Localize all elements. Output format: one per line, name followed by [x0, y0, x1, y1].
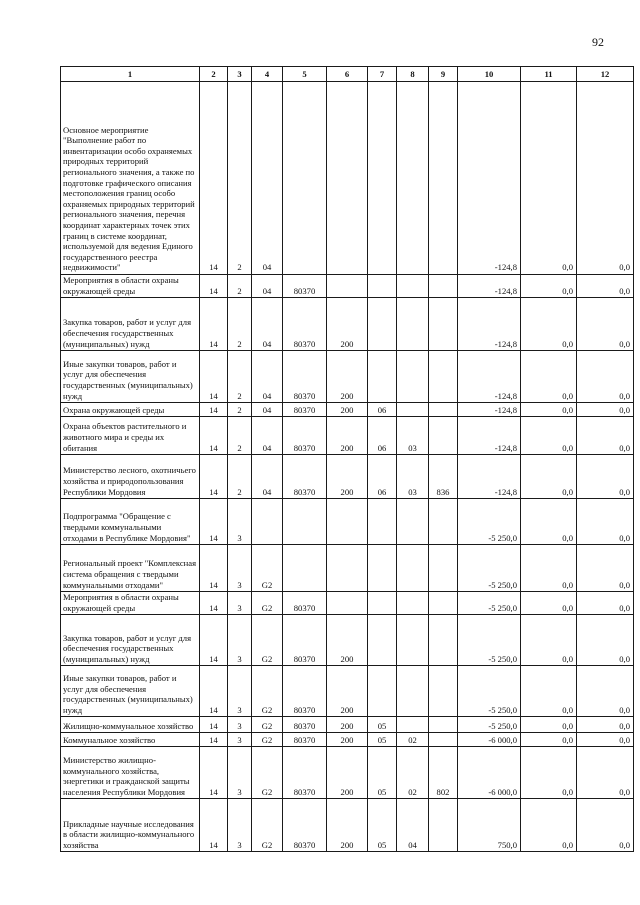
cell-amount-change: -124,8	[458, 403, 521, 417]
cell-subprogram: 3	[228, 747, 252, 799]
cell-expense-type: 200	[327, 403, 368, 417]
cell-subsection	[397, 592, 429, 615]
cell-ministry	[429, 417, 458, 455]
cell-name: Охрана объектов растительного и животного мира и среды их обитания	[61, 417, 200, 455]
cell-chapter: 14	[200, 733, 228, 747]
column-header-5: 5	[283, 67, 327, 82]
cell-amount-change: -5 250,0	[458, 545, 521, 592]
cell-amount-year2: 0,0	[521, 275, 577, 298]
column-header-4: 4	[252, 67, 283, 82]
cell-direction: 80370	[283, 417, 327, 455]
cell-name: Подпрограмма "Обращение с твердыми коммунальными отходами в Республике Мордовия"	[61, 499, 200, 545]
cell-section: 06	[368, 455, 397, 499]
cell-amount-change: -124,8	[458, 82, 521, 275]
cell-subprogram: 2	[228, 298, 252, 351]
cell-measure: 04	[252, 298, 283, 351]
cell-amount-year3: 0,0	[577, 455, 634, 499]
cell-name: Министерство жилищно-коммунального хозяйства, энергетики и гражданской защиты населения Республики Мордовия	[61, 747, 200, 799]
cell-measure: G2	[252, 666, 283, 717]
cell-expense-type	[327, 545, 368, 592]
cell-direction: 80370	[283, 592, 327, 615]
cell-amount-change: -5 250,0	[458, 499, 521, 545]
cell-subprogram: 2	[228, 417, 252, 455]
cell-amount-year3: 0,0	[577, 799, 634, 852]
cell-amount-year2: 0,0	[521, 666, 577, 717]
cell-subprogram: 3	[228, 717, 252, 733]
cell-subprogram: 3	[228, 545, 252, 592]
cell-expense-type: 200	[327, 717, 368, 733]
cell-section	[368, 82, 397, 275]
table-header-row	[61, 67, 634, 82]
cell-amount-year2: 0,0	[521, 82, 577, 275]
cell-amount-year3: 0,0	[577, 417, 634, 455]
cell-subprogram: 3	[228, 666, 252, 717]
cell-amount-year3: 0,0	[577, 592, 634, 615]
cell-amount-change: -6 000,0	[458, 733, 521, 747]
cell-ministry: 836	[429, 455, 458, 499]
cell-subsection	[397, 717, 429, 733]
cell-section	[368, 592, 397, 615]
cell-ministry	[429, 666, 458, 717]
cell-chapter: 14	[200, 499, 228, 545]
cell-amount-change: -124,8	[458, 275, 521, 298]
cell-measure: 04	[252, 455, 283, 499]
cell-chapter: 14	[200, 799, 228, 852]
cell-measure: G2	[252, 717, 283, 733]
cell-expense-type	[327, 82, 368, 275]
cell-direction: 80370	[283, 298, 327, 351]
cell-ministry: 802	[429, 747, 458, 799]
cell-amount-year2: 0,0	[521, 417, 577, 455]
cell-amount-change: -6 000,0	[458, 747, 521, 799]
cell-amount-year2: 0,0	[521, 403, 577, 417]
cell-measure: G2	[252, 615, 283, 666]
cell-subsection	[397, 275, 429, 298]
cell-expense-type: 200	[327, 615, 368, 666]
cell-subsection	[397, 666, 429, 717]
cell-ministry	[429, 733, 458, 747]
column-header-1: 1	[61, 67, 200, 82]
cell-subprogram: 2	[228, 82, 252, 275]
cell-subsection	[397, 82, 429, 275]
cell-subprogram: 3	[228, 592, 252, 615]
cell-subprogram: 2	[228, 455, 252, 499]
cell-section	[368, 545, 397, 592]
cell-direction: 80370	[283, 351, 327, 403]
cell-subsection: 02	[397, 733, 429, 747]
cell-amount-year3: 0,0	[577, 351, 634, 403]
cell-amount-year3: 0,0	[577, 747, 634, 799]
cell-amount-year3: 0,0	[577, 666, 634, 717]
table-row	[61, 499, 634, 545]
cell-subsection	[397, 403, 429, 417]
table-row	[61, 275, 634, 298]
cell-section: 06	[368, 417, 397, 455]
cell-name: Основное мероприятие "Выполнение работ по инвентаризации особо охраняемых природных территорий регионального значения, а также по подготовке графического описания местоположения границ особо охраняемых природных территорий регионального значения, перечня координат характерных точек этих границ в системе координат, используемой для ведения Единого государственного реестра недвижимости"	[61, 82, 200, 275]
cell-expense-type: 200	[327, 417, 368, 455]
cell-measure: G2	[252, 747, 283, 799]
cell-chapter: 14	[200, 351, 228, 403]
cell-section: 05	[368, 747, 397, 799]
cell-chapter: 14	[200, 298, 228, 351]
cell-name: Охрана окружающей среды	[61, 403, 200, 417]
cell-ministry	[429, 799, 458, 852]
cell-ministry	[429, 499, 458, 545]
cell-subsection: 03	[397, 417, 429, 455]
cell-section: 05	[368, 733, 397, 747]
cell-section: 05	[368, 799, 397, 852]
cell-direction: 80370	[283, 275, 327, 298]
cell-subprogram: 2	[228, 275, 252, 298]
cell-name: Иные закупки товаров, работ и услуг для обеспечения государственных (муниципальных) нужд	[61, 351, 200, 403]
cell-measure: 04	[252, 417, 283, 455]
cell-direction	[283, 82, 327, 275]
cell-amount-year3: 0,0	[577, 275, 634, 298]
table-row	[61, 298, 634, 351]
cell-expense-type	[327, 275, 368, 298]
cell-amount-change: -5 250,0	[458, 717, 521, 733]
cell-ministry	[429, 615, 458, 666]
cell-amount-year3: 0,0	[577, 82, 634, 275]
cell-amount-year3: 0,0	[577, 717, 634, 733]
cell-ministry	[429, 298, 458, 351]
cell-chapter: 14	[200, 82, 228, 275]
cell-amount-year2: 0,0	[521, 592, 577, 615]
cell-amount-year2: 0,0	[521, 351, 577, 403]
cell-expense-type: 200	[327, 799, 368, 852]
table-row	[61, 592, 634, 615]
cell-measure: 04	[252, 351, 283, 403]
cell-amount-change: -124,8	[458, 455, 521, 499]
cell-section	[368, 351, 397, 403]
cell-amount-year2: 0,0	[521, 455, 577, 499]
cell-subprogram: 2	[228, 351, 252, 403]
cell-amount-year3: 0,0	[577, 298, 634, 351]
cell-amount-year2: 0,0	[521, 747, 577, 799]
cell-section	[368, 298, 397, 351]
cell-direction	[283, 545, 327, 592]
cell-amount-change: -124,8	[458, 298, 521, 351]
cell-direction: 80370	[283, 403, 327, 417]
column-header-10: 10	[458, 67, 521, 82]
cell-chapter: 14	[200, 417, 228, 455]
cell-section: 06	[368, 403, 397, 417]
table-row	[61, 351, 634, 403]
page-number: 92	[592, 35, 604, 49]
cell-expense-type	[327, 592, 368, 615]
cell-ministry	[429, 545, 458, 592]
cell-subsection	[397, 499, 429, 545]
cell-measure: G2	[252, 733, 283, 747]
cell-subsection	[397, 545, 429, 592]
cell-chapter: 14	[200, 455, 228, 499]
table-row	[61, 747, 634, 799]
column-header-6: 6	[327, 67, 368, 82]
column-header-8: 8	[397, 67, 429, 82]
cell-chapter: 14	[200, 666, 228, 717]
cell-subsection: 02	[397, 747, 429, 799]
cell-name: Мероприятия в области охраны окружающей среды	[61, 275, 200, 298]
cell-name: Министерство лесного, охотничьего хозяйства и природопользования Республики Мордовия	[61, 455, 200, 499]
cell-measure: G2	[252, 799, 283, 852]
cell-name: Закупка товаров, работ и услуг для обеспечения государственных (муниципальных) нужд	[61, 298, 200, 351]
column-header-9: 9	[429, 67, 458, 82]
cell-direction: 80370	[283, 799, 327, 852]
table-row	[61, 717, 634, 733]
cell-subprogram: 3	[228, 799, 252, 852]
cell-measure: 04	[252, 403, 283, 417]
cell-name: Региональный проект "Комплексная система обращения с твердыми коммунальными отходами"	[61, 545, 200, 592]
cell-expense-type: 200	[327, 747, 368, 799]
cell-amount-year3: 0,0	[577, 499, 634, 545]
cell-direction: 80370	[283, 733, 327, 747]
table-row	[61, 403, 634, 417]
cell-section	[368, 275, 397, 298]
cell-amount-year2: 0,0	[521, 615, 577, 666]
table-row	[61, 799, 634, 852]
cell-chapter: 14	[200, 403, 228, 417]
cell-amount-year2: 0,0	[521, 733, 577, 747]
cell-amount-change: 750,0	[458, 799, 521, 852]
cell-section	[368, 666, 397, 717]
cell-measure	[252, 499, 283, 545]
cell-name: Закупка товаров, работ и услуг для обеспечения государственных (муниципальных) нужд	[61, 615, 200, 666]
cell-ministry	[429, 351, 458, 403]
cell-expense-type: 200	[327, 666, 368, 717]
cell-chapter: 14	[200, 275, 228, 298]
table-row	[61, 545, 634, 592]
cell-name: Прикладные научные исследования в области жилищно-коммунального хозяйства	[61, 799, 200, 852]
column-header-7: 7	[368, 67, 397, 82]
cell-subprogram: 3	[228, 615, 252, 666]
cell-subprogram: 3	[228, 733, 252, 747]
cell-amount-change: -124,8	[458, 351, 521, 403]
cell-section: 05	[368, 717, 397, 733]
cell-chapter: 14	[200, 545, 228, 592]
cell-subprogram: 2	[228, 403, 252, 417]
cell-direction: 80370	[283, 666, 327, 717]
cell-direction: 80370	[283, 747, 327, 799]
cell-ministry	[429, 82, 458, 275]
cell-direction	[283, 499, 327, 545]
cell-name: Жилищно-коммунальное хозяйство	[61, 717, 200, 733]
cell-amount-year2: 0,0	[521, 499, 577, 545]
cell-amount-year3: 0,0	[577, 733, 634, 747]
cell-section	[368, 615, 397, 666]
cell-measure: G2	[252, 592, 283, 615]
table-row	[61, 417, 634, 455]
cell-amount-year2: 0,0	[521, 799, 577, 852]
cell-ministry	[429, 592, 458, 615]
cell-subsection	[397, 615, 429, 666]
cell-measure: 04	[252, 275, 283, 298]
cell-amount-change: -5 250,0	[458, 592, 521, 615]
cell-expense-type: 200	[327, 351, 368, 403]
cell-subsection	[397, 351, 429, 403]
cell-subsection: 04	[397, 799, 429, 852]
cell-ministry	[429, 275, 458, 298]
cell-direction: 80370	[283, 455, 327, 499]
column-header-12: 12	[577, 67, 634, 82]
table-row	[61, 455, 634, 499]
table-row	[61, 615, 634, 666]
cell-name: Иные закупки товаров, работ и услуг для обеспечения государственных (муниципальных) нужд	[61, 666, 200, 717]
cell-amount-year2: 0,0	[521, 717, 577, 733]
cell-section	[368, 499, 397, 545]
table-row	[61, 82, 634, 275]
cell-amount-change: -5 250,0	[458, 615, 521, 666]
cell-expense-type: 200	[327, 733, 368, 747]
cell-amount-change: -5 250,0	[458, 666, 521, 717]
cell-subsection: 03	[397, 455, 429, 499]
cell-amount-year3: 0,0	[577, 403, 634, 417]
cell-ministry	[429, 717, 458, 733]
cell-chapter: 14	[200, 592, 228, 615]
cell-amount-year3: 0,0	[577, 545, 634, 592]
cell-expense-type	[327, 499, 368, 545]
column-header-11: 11	[521, 67, 577, 82]
cell-direction: 80370	[283, 717, 327, 733]
column-header-2: 2	[200, 67, 228, 82]
cell-amount-change: -124,8	[458, 417, 521, 455]
table-row	[61, 666, 634, 717]
budget-table	[60, 66, 634, 852]
table-body	[61, 82, 634, 852]
cell-amount-year2: 0,0	[521, 298, 577, 351]
column-header-3: 3	[228, 67, 252, 82]
table-row	[61, 733, 634, 747]
cell-amount-year3: 0,0	[577, 615, 634, 666]
cell-name: Мероприятия в области охраны окружающей среды	[61, 592, 200, 615]
cell-chapter: 14	[200, 615, 228, 666]
cell-subprogram: 3	[228, 499, 252, 545]
cell-expense-type: 200	[327, 455, 368, 499]
cell-measure: G2	[252, 545, 283, 592]
cell-chapter: 14	[200, 717, 228, 733]
cell-subsection	[397, 298, 429, 351]
cell-name: Коммунальное хозяйство	[61, 733, 200, 747]
cell-ministry	[429, 403, 458, 417]
cell-measure: 04	[252, 82, 283, 275]
cell-amount-year2: 0,0	[521, 545, 577, 592]
cell-direction: 80370	[283, 615, 327, 666]
cell-chapter: 14	[200, 747, 228, 799]
cell-expense-type: 200	[327, 298, 368, 351]
